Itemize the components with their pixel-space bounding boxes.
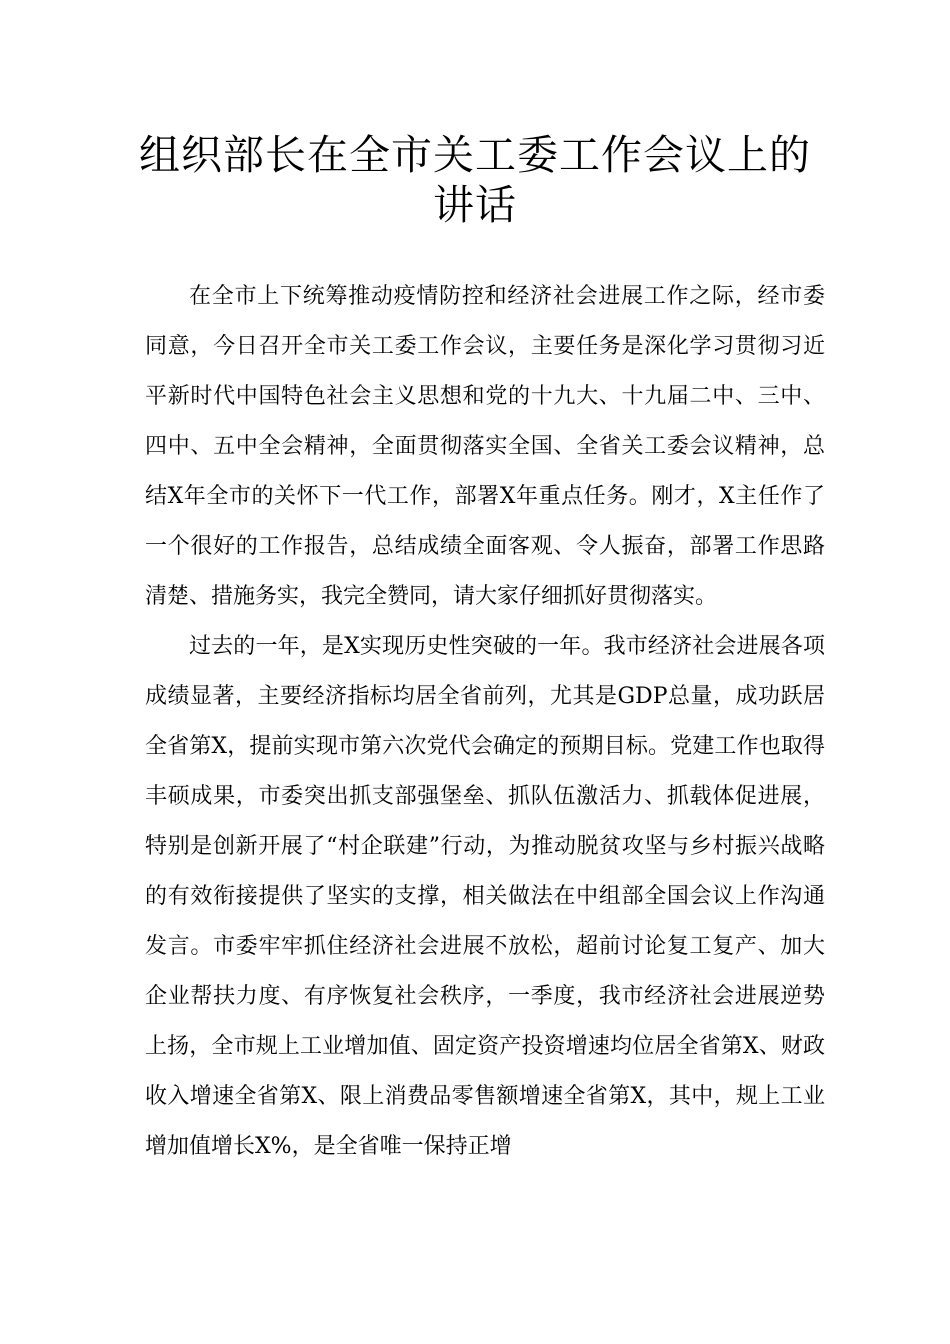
document-body — [145, 272, 825, 1172]
paragraph-2: 过去的一年，是X实现历史性突破的一年。我市经济社会进展各项成绩显著，主要经济指标均居全省前列，尤其是GDP总量，成功跃居全省第X，提前实现市第六次党代会确定的预期目标。党建工作也取得丰硕成果，市委突出抓支部强堡垒、抓队伍激活力、抓载体促进展，特别是创新开展了“村企联建”行动，为推动脱贫攻坚与乡村振兴战略的有效衔接提供了坚实的支撑，相关做法在中组部全国会议上作沟通发言。市委牢牢抓住经济社会进展不放松，超前讨论复工复产、加大企业帮扶力度、有序恢复社会秩序，一季度，我市经济社会进展逆势上扬，全市规上工业增加值、固定资产投资增速均位居全省第X、财政收入增速全省第X、限上消费品零售额增速全省第X，其中，规上工业增加值增长X%，是全省唯一保持正增 — [145, 634, 825, 1159]
paragraph-1: 在全市上下统筹推动疫情防控和经济社会进展工作之际，经市委同意，今日召开全市关工委工作会议，主要任务是深化学习贯彻习近平新时代中国特色社会主义思想和党的十九大、十九届二中、三中、四中、五中全会精神，全面贯彻落实全国、全省关工委会议精神，总结X年全市的关怀下一代工作，部署X年重点任务。刚才，X主任作了一个很好的工作报告，总结成绩全面客观、令人振奋，部署工作思路清楚、措施务实，我完全赞同，请大家仔细抓好贯彻落实。 — [145, 284, 825, 609]
document-title: 组织部长在全市关工委工作会议上的讲话 — [139, 131, 811, 229]
